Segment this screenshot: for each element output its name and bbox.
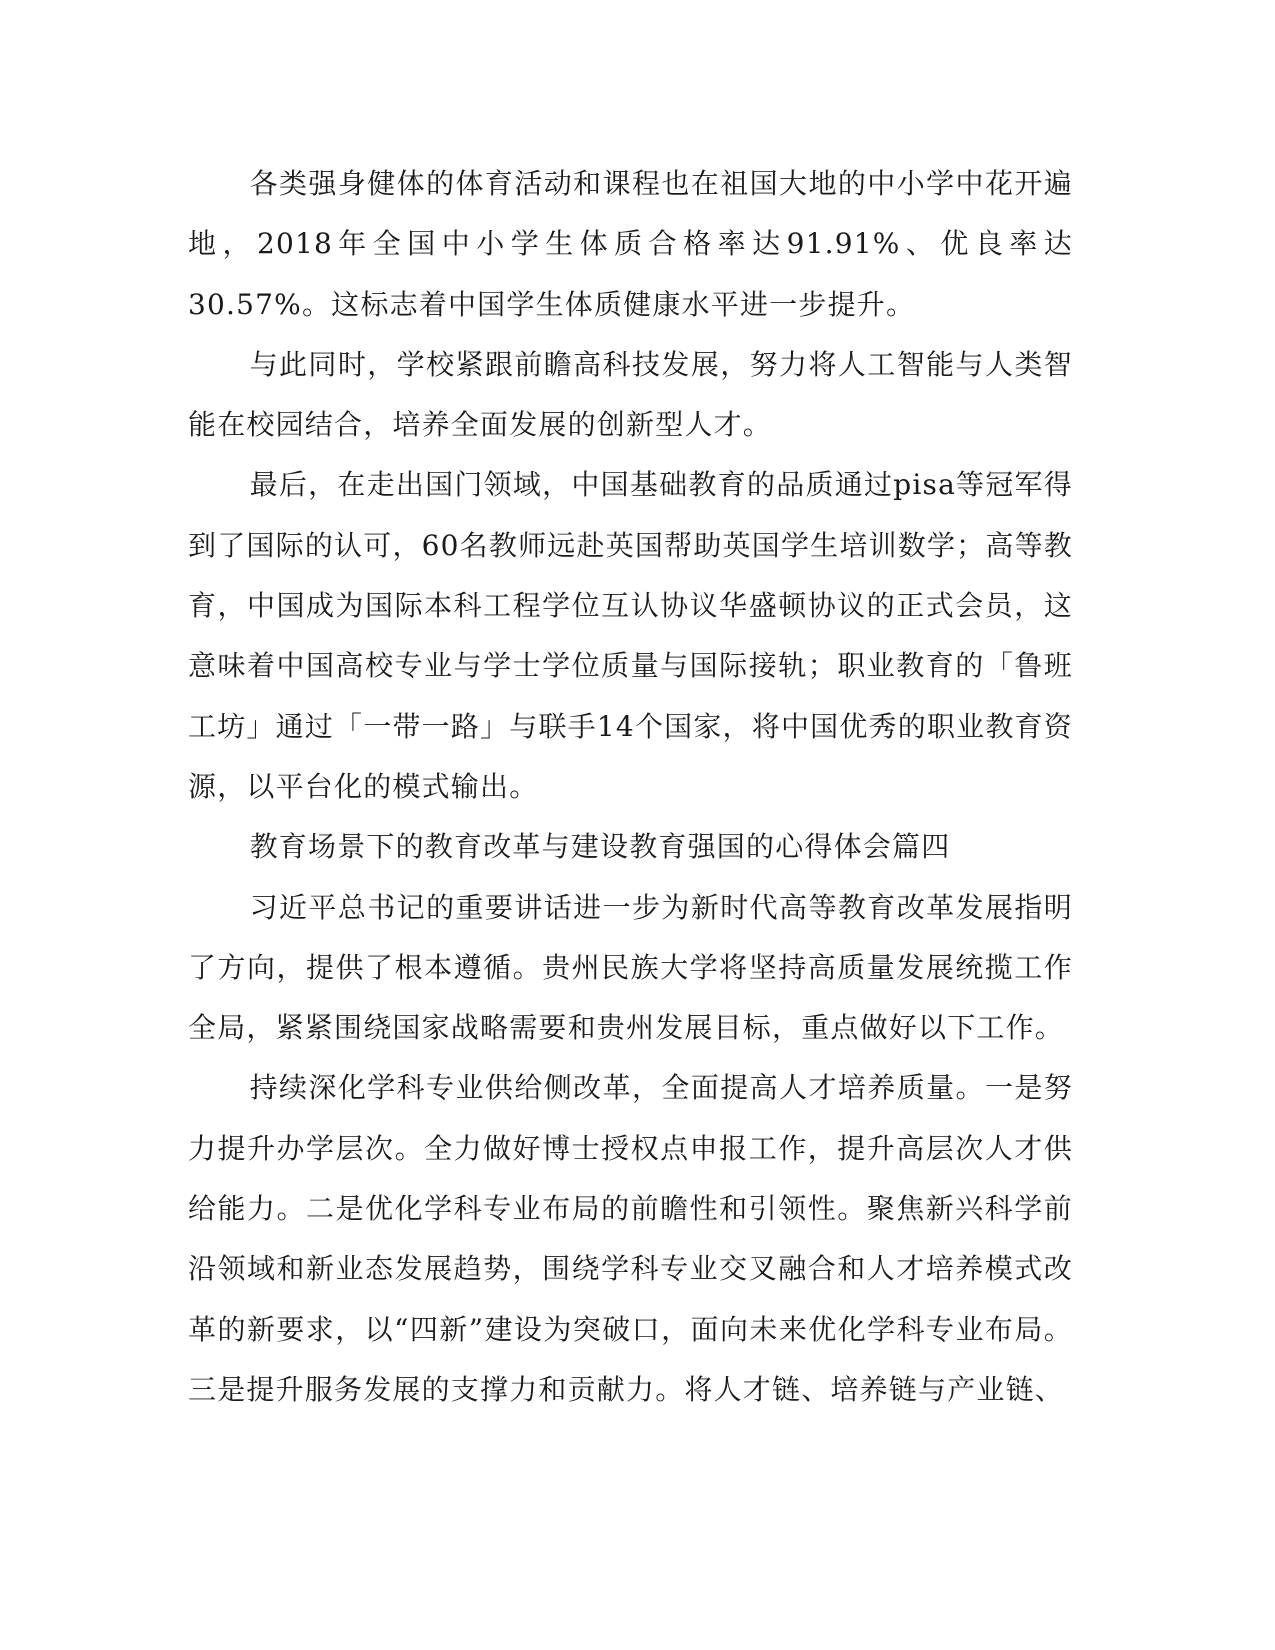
paragraph: 与此同时，学校紧跟前瞻高科技发展，努力将人工智能与人类智能在校园结合，培养全面发展的创新型人才。 [188,347,1073,442]
paragraph: 持续深化学科专业供给侧改革，全面提高人才培养质量。一是努力提升办学层次。全力做好博士授权点申报工作，提升高层次人才供给能力。二是优化学科专业布局的前瞻性和引领性。聚焦新兴科学前沿领域和新业态发展趋势，围绕学科专业交叉融合和人才培养模式改革的新要求，以“四新”建设为突破口，面向未来优化学科专业布局。三是提升服务发展的支撑力和贡献力。将人才链、培养链与产业链、 [188,1071,1073,1406]
paragraph: 习近平总书记的重要讲话进一步为新时代高等教育改革发展指明了方向，提供了根本遵循。贵州民族大学将坚持高质量发展统揽工作全局，紧紧围绕国家战略需要和贵州发展目标，重点做好以下工作。 [188,890,1073,1045]
document-body [188,154,1073,1420]
section-heading: 教育场景下的教育改革与建设教育强国的心得体会篇四 [249,830,951,864]
paragraph: 各类强身健体的体育活动和课程也在祖国大地的中小学中花开遍地，2018年全国中小学生体质合格率达91.91%、优良率达30.57%。这标志着中国学生体质健康水平进一步提升。 [188,167,1073,321]
paragraph: 最后，在走出国门领域，中国基础教育的品质通过pisa等冠军得到了国际的认可，60名教师远赴英国帮助英国学生培训数学；高等教育，中国成为国际本科工程学位互认协议华盛顿协议的正式会员，这意味着中国高校专业与学士学位质量与国际接轨；职业教育的「鲁班工坊」通过「一带一路」与联手14个国家，将中国优秀的职业教育资源，以平台化的模式输出。 [188,468,1073,803]
